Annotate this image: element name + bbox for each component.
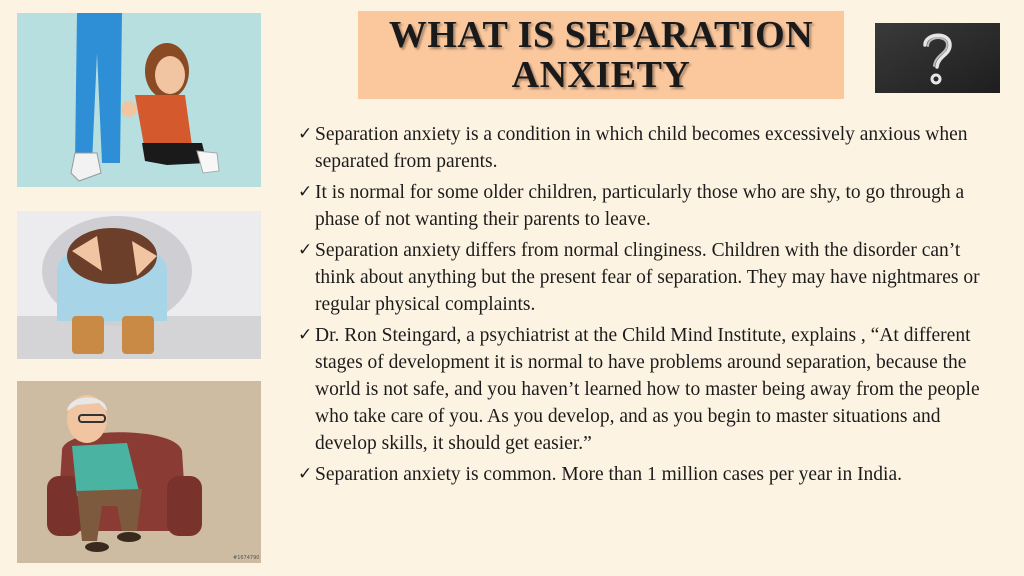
page-title: WHAT IS SEPARATION ANXIETY [388, 14, 814, 96]
child-clinging-image [17, 13, 261, 187]
bullet-item [298, 461, 998, 488]
question-mark-icon [875, 23, 1000, 93]
bullet-text: It is normal for some older children, particularly those who are shy, to go through a phase of not wanting their parents to leave. [315, 182, 965, 230]
bullet-list [298, 121, 998, 492]
stock-code: #1674790 [233, 555, 260, 561]
bullet-text: Separation anxiety is common. More than 1 million cases per year in India. [315, 464, 903, 485]
bullet-item [298, 322, 998, 457]
bullet-text: Separation anxiety differs from normal clinginess. Children with the disorder can’t think about anything but the present fear of separation. They may have nightmares or regular physical complaints. [315, 240, 980, 315]
bullet-text: Dr. Ron Steingard, a psychiatrist at the Child Mind Institute, explains , “At different stages of development it is normal to have problems around separation, because the world is not safe, and you haven’t learned how to master being away from the people who take care of you. As you develop, and as you begin to master situations and develop skills, it should get easier.” [315, 325, 980, 454]
bullet-text: Separation anxiety is a condition in which child becomes excessively anxious when separated from parents. [315, 124, 968, 172]
checkmark-icon: ✓ [298, 240, 313, 260]
checkmark-icon: ✓ [298, 124, 313, 144]
checkmark-icon: ✓ [298, 182, 313, 202]
checkmark-icon: ✓ [298, 325, 313, 345]
bullet-item [298, 237, 998, 318]
bullet-item [298, 121, 998, 175]
hiding-face-image [17, 211, 261, 359]
checkmark-icon: ✓ [298, 464, 313, 484]
bullet-item [298, 179, 998, 233]
title-box [358, 11, 844, 99]
elderly-man-image [17, 381, 261, 563]
